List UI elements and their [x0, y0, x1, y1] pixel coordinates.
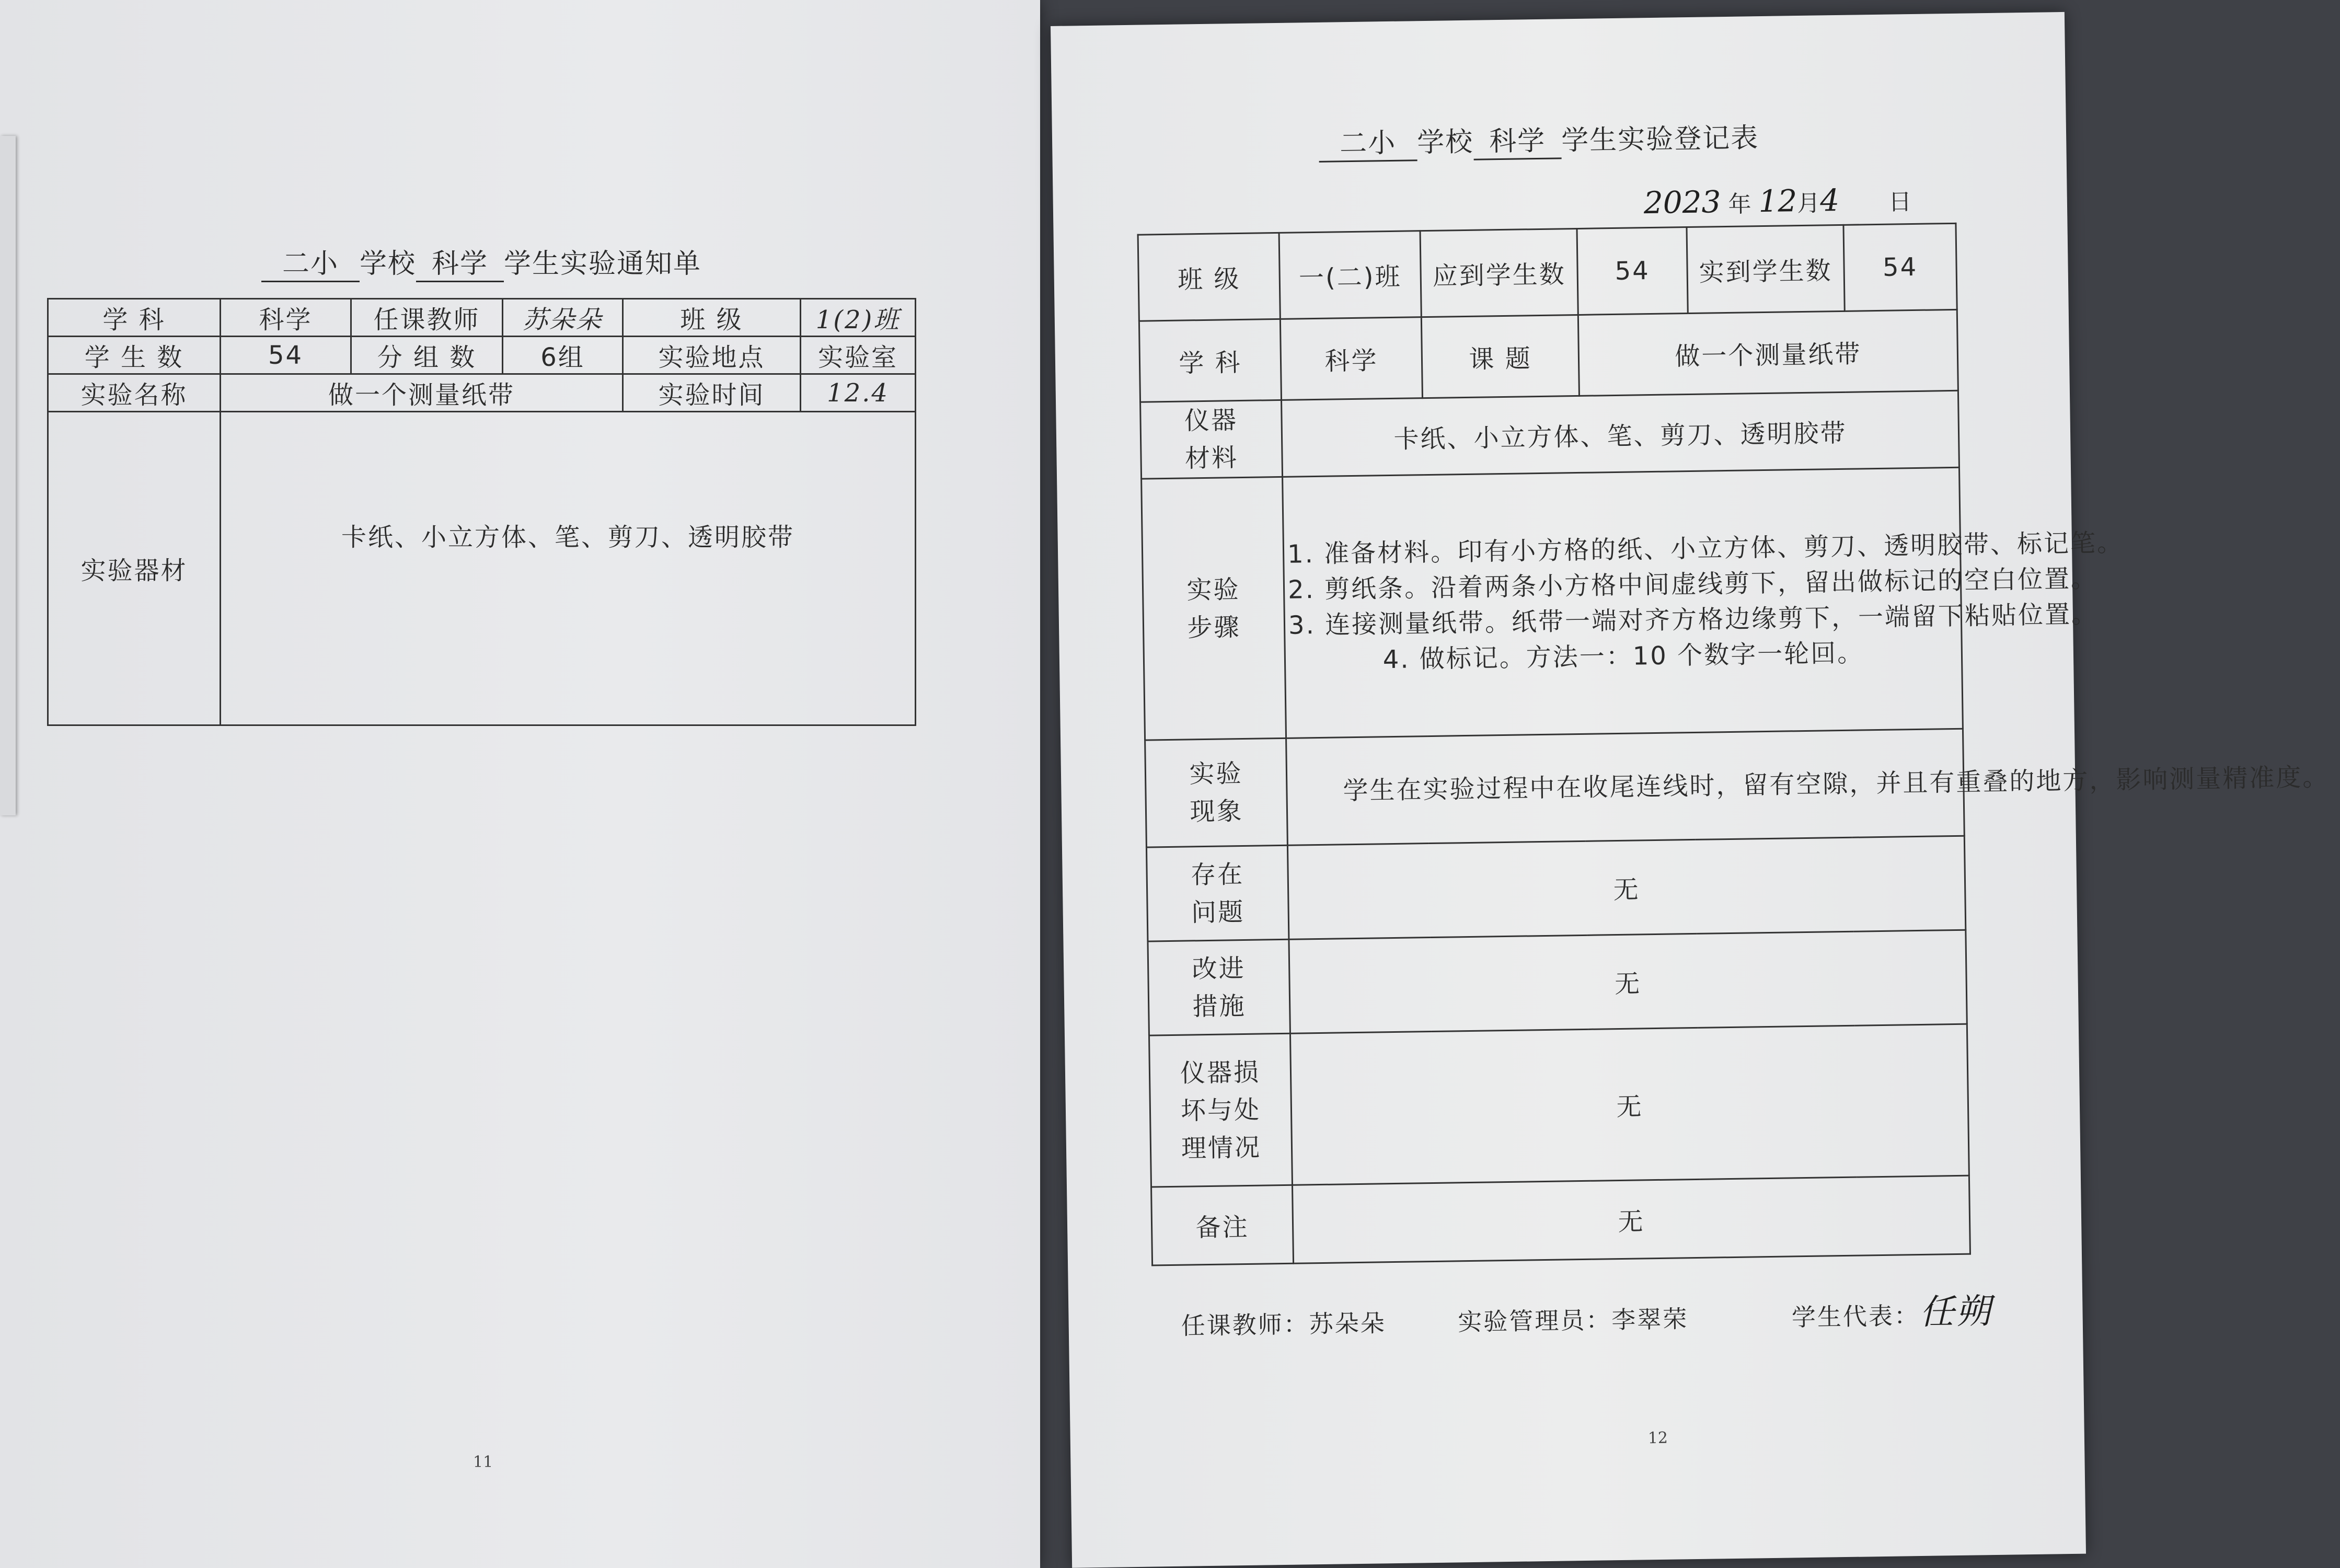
date-month-label: 月	[1796, 190, 1820, 217]
notes-value: 无	[1293, 1175, 1970, 1263]
groups-value: 6组	[503, 337, 623, 374]
class-label: 班 级	[1138, 233, 1280, 321]
improve-label: 改进措施	[1148, 939, 1290, 1035]
expected-label: 应到学生数	[1420, 228, 1578, 317]
step-item: 4. 做标记。方法一：10 个数字一轮回。	[1382, 638, 1864, 674]
class-value: 一(二)班	[1279, 231, 1421, 319]
actual-label: 实到学生数	[1687, 225, 1845, 313]
date-month: 12	[1758, 183, 1797, 220]
teacher-label: 任课教师	[351, 299, 503, 337]
equipment-value: 卡纸、小立方体、笔、剪刀、透明胶带	[221, 412, 916, 725]
title-school: 二小	[261, 241, 360, 282]
topic-value: 做一个测量纸带	[1578, 309, 1958, 396]
signature-row	[1181, 1283, 1992, 1344]
underlying-sheet-edge	[0, 136, 16, 815]
name-value: 做一个测量纸带	[221, 374, 623, 412]
damage-label: 仪器损坏与处理情况	[1149, 1033, 1292, 1187]
student-rep-label: 学生代表：	[1791, 1301, 1920, 1332]
step-item: 3. 连接测量纸带。纸带一端对齐方格边缘剪下，一端留下粘贴位置。	[1288, 599, 2099, 640]
register-title	[1319, 116, 1759, 163]
equipment-label: 实验器材	[48, 412, 221, 725]
students-value: 54	[221, 337, 351, 374]
groups-label: 分 组 数	[351, 337, 503, 374]
date-year: 2023	[1643, 184, 1721, 221]
teacher-signature: 苏朵朵	[503, 299, 623, 337]
problems-value: 无	[1287, 836, 1965, 939]
register-date	[1643, 181, 1911, 221]
students-label: 学 生 数	[48, 337, 221, 374]
steps-list	[1283, 467, 2124, 738]
step-item: 2. 剪纸条。沿着两条小方格中间虚线剪下，留出做标记的空白位置。	[1287, 563, 2098, 605]
title-subject: 科学	[1473, 118, 1562, 160]
title-subject: 科学	[416, 241, 504, 282]
notice-table	[47, 298, 916, 726]
subject-label: 学 科	[48, 299, 221, 337]
problems-label: 存在问题	[1146, 845, 1288, 941]
step-item: 1. 准备材料。印有小方格的纸、小立方体、剪刀、透明胶带、标记笔。	[1287, 527, 2124, 569]
subject-label: 学 科	[1139, 319, 1281, 402]
date-day-label: 日	[1888, 189, 1912, 216]
subject-value: 科学	[1280, 317, 1422, 400]
register-table	[1137, 223, 2330, 1266]
time-value: 12.4	[801, 374, 916, 412]
damage-value: 无	[1290, 1024, 1969, 1185]
class-value: 1(2)班	[801, 299, 916, 337]
title-suffix: 学生实验通知单	[504, 248, 702, 280]
topic-label: 课 题	[1421, 315, 1579, 398]
expected-value: 54	[1577, 227, 1688, 315]
actual-value: 54	[1843, 223, 1957, 311]
teacher-name: 任课教师：苏朵朵	[1181, 1309, 1387, 1340]
student-rep-signature: 任朔	[1919, 1291, 1992, 1333]
page-number-right: 12	[1647, 1428, 1668, 1448]
page-number-left: 11	[473, 1453, 493, 1471]
time-label: 实验时间	[623, 374, 801, 412]
manager-name: 实验管理员：李翠荣	[1457, 1305, 1689, 1336]
subject-value: 科学	[221, 299, 351, 337]
improve-value: 无	[1289, 930, 1967, 1033]
steps-label: 实验步骤	[1142, 477, 1286, 740]
title-school: 二小	[1319, 120, 1417, 163]
left-page	[0, 0, 1040, 1568]
materials-value: 卡纸、小立方体、笔、剪刀、透明胶带	[1282, 390, 1959, 477]
location-value: 实验室	[801, 337, 916, 374]
name-label: 实验名称	[48, 374, 221, 412]
phenomenon-value: 学生在实验过程中在收尾连线时，留有空隙，并且有重叠的地方，影响测量精准度。	[1286, 729, 1965, 845]
location-label: 实验地点	[623, 337, 801, 374]
materials-label: 仪器材料	[1140, 400, 1283, 479]
notice-title	[261, 241, 701, 282]
date-day: 4	[1819, 182, 1840, 218]
title-suffix: 学生实验登记表	[1561, 122, 1759, 157]
date-year-label: 年	[1728, 191, 1751, 218]
phenomenon-label: 实验现象	[1145, 738, 1288, 847]
notes-label: 备注	[1151, 1185, 1294, 1265]
title-school-suffix: 学校	[360, 248, 417, 280]
title-school-suffix: 学校	[1416, 126, 1474, 159]
class-label: 班 级	[623, 299, 801, 337]
right-page	[1051, 12, 2330, 1568]
